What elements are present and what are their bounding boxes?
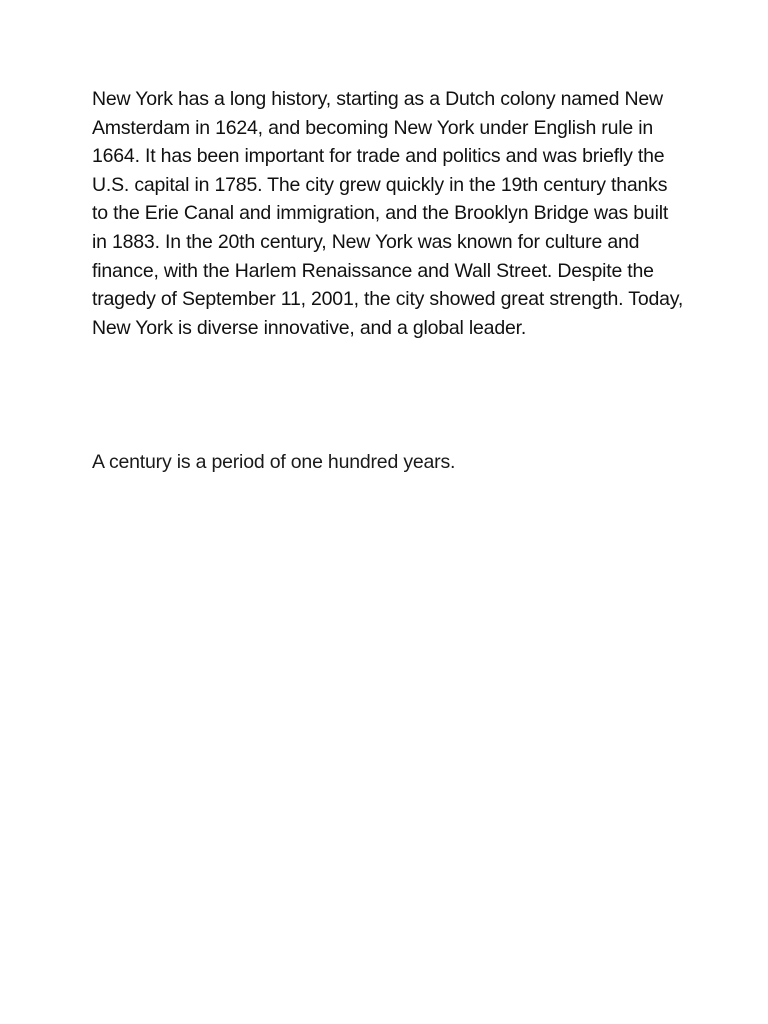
history-paragraph: New York has a long history, starting as a Dutch colony named New Amsterdam in 1624, and becoming New York under English rule in 1664. It has been important for trade and politics and was briefly the U.S. capital in 1785. The city grew quickly in the 19th century thanks to the Erie Canal and immigration, and the Brooklyn Bridge was built in 1883. In the 20th century, New York was known for culture and finance, with the Harlem Renaissance and Wall Street. Despite the tragedy of September 11, 2001, the city showed great strength. Today, New York is diverse innovative, and a global leader. — [92, 88, 684, 339]
definition-paragraph: A century is a period of one hundred years. — [92, 451, 456, 473]
